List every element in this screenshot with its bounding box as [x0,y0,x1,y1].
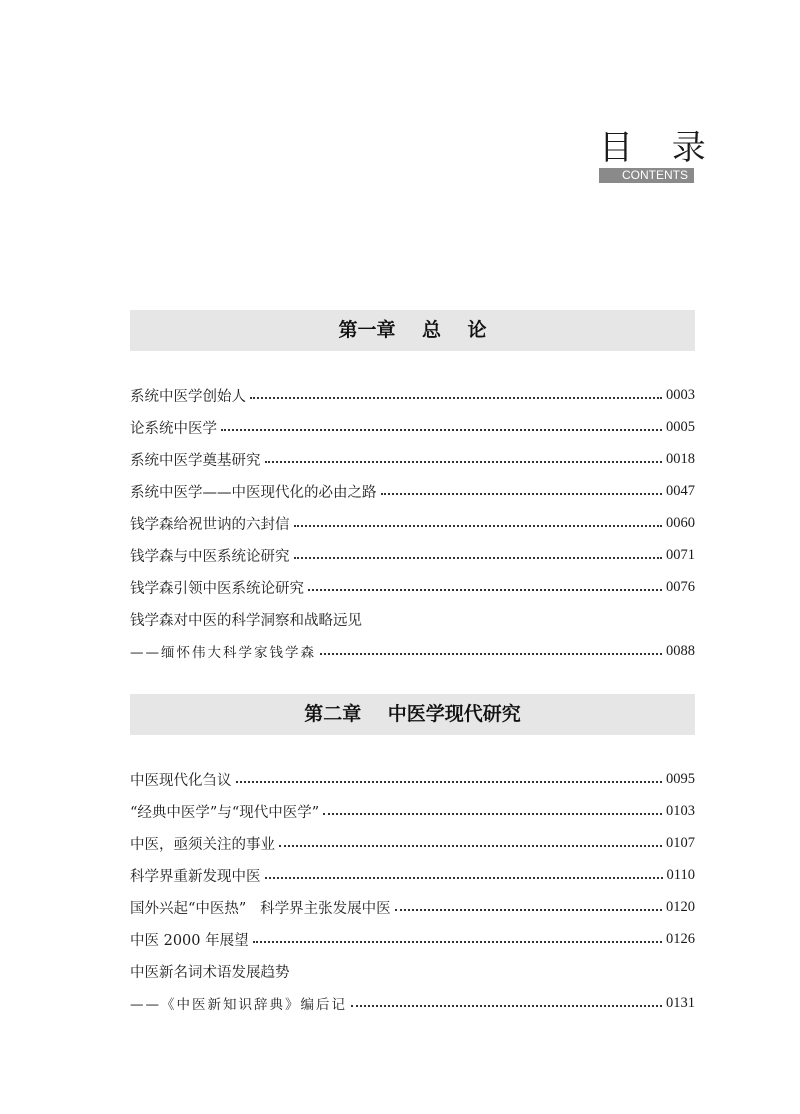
toc-entry[interactable] [130,443,695,475]
toc-entry-title: 钱学森与中医系统论研究 [130,548,290,565]
dot-leader [323,812,662,815]
toc-entry-title: “经典中医学”与“现代中医学” [130,804,320,821]
dot-leader [351,1004,662,1007]
toc-entry-title: 国外兴起“中医热” 科学界主张发展中医 [130,900,391,917]
toc-entry-page: 0060 [666,514,695,531]
toc-entry-page: 0110 [666,866,695,883]
toc-entry-page: 0076 [666,578,695,595]
toc-entry-page: 0126 [666,930,695,947]
toc-entry-title: 中医，亟须关注的事业 [130,836,275,853]
toc-entry-title: 系统中医学——中医现代化的必由之路 [130,484,377,501]
toc-entry-page: 0018 [666,450,695,467]
toc-entry-title: 中医现代化刍议 [130,772,232,789]
toc-entry-page: 0107 [666,834,695,851]
toc-entry-page: 0047 [666,482,695,499]
toc-entry-title: ——《中医新知识辞典》编后记 [130,997,347,1013]
toc-entry-page: 0103 [666,802,695,819]
page-subtitle: CONTENTS [599,168,694,183]
toc-entry[interactable] [130,763,695,795]
toc-entry[interactable] [130,603,695,635]
chapter-2-heading: 第二章 中医学现代研究 [130,694,695,735]
toc-entry-page: 0071 [666,546,695,563]
dot-leader [265,460,663,463]
toc-entry-title: ——缅怀伟大科学家钱学森 [130,645,316,661]
toc-entry[interactable] [130,507,695,539]
toc-entry-title: 中医 2000 年展望 [130,932,249,949]
toc-entry[interactable] [130,827,695,859]
dot-leader [294,524,663,527]
toc-entry-subtitle[interactable] [130,987,695,1019]
dot-leader [308,588,662,591]
chapter-1-heading: 第一章 总 论 [130,310,695,351]
toc-entry-title: 系统中医学创始人 [130,388,246,405]
dot-leader [253,940,662,943]
dot-leader [381,492,663,495]
dot-leader [320,652,662,655]
toc-entry-page: 0088 [666,642,695,659]
dot-leader [395,908,662,911]
toc-entry-page: 0120 [666,898,695,915]
toc-entry[interactable] [130,571,695,603]
dot-leader [250,396,662,399]
toc-entry-page: 0003 [666,386,695,403]
toc-entry-title: 论系统中医学 [130,420,217,437]
toc-entry-page: 0131 [666,994,695,1011]
chapter-1-entries [130,379,695,667]
toc-entry-page: 0095 [666,770,695,787]
toc-entry[interactable] [130,891,695,923]
toc-entry-title: 钱学森引领中医系统论研究 [130,580,304,597]
dot-leader [265,876,663,879]
toc-entry-title: 钱学森给祝世讷的六封信 [130,516,290,533]
toc-entry[interactable] [130,475,695,507]
toc-entry-title: 系统中医学奠基研究 [130,452,261,469]
chapter-2-entries [130,763,695,1019]
toc-entry[interactable] [130,955,695,987]
toc-entry[interactable] [130,859,695,891]
dot-leader [221,428,662,431]
toc-heading [599,128,720,183]
toc-entry[interactable] [130,539,695,571]
toc-entry[interactable] [130,411,695,443]
toc-entry[interactable] [130,795,695,827]
toc-entry[interactable] [130,923,695,955]
dot-leader [236,780,663,783]
dot-leader [294,556,663,559]
toc-entry-title: 中医新名词术语发展趋势 [130,964,290,981]
dot-leader [279,844,662,847]
toc-entry-subtitle[interactable] [130,635,695,667]
toc-entry-title: 钱学森对中医的科学洞察和战略远见 [130,612,362,629]
page-title: 目 录 [599,128,720,168]
toc-entry[interactable] [130,379,695,411]
toc-entry-page: 0005 [666,418,695,435]
toc-entry-title: 科学界重新发现中医 [130,868,261,885]
